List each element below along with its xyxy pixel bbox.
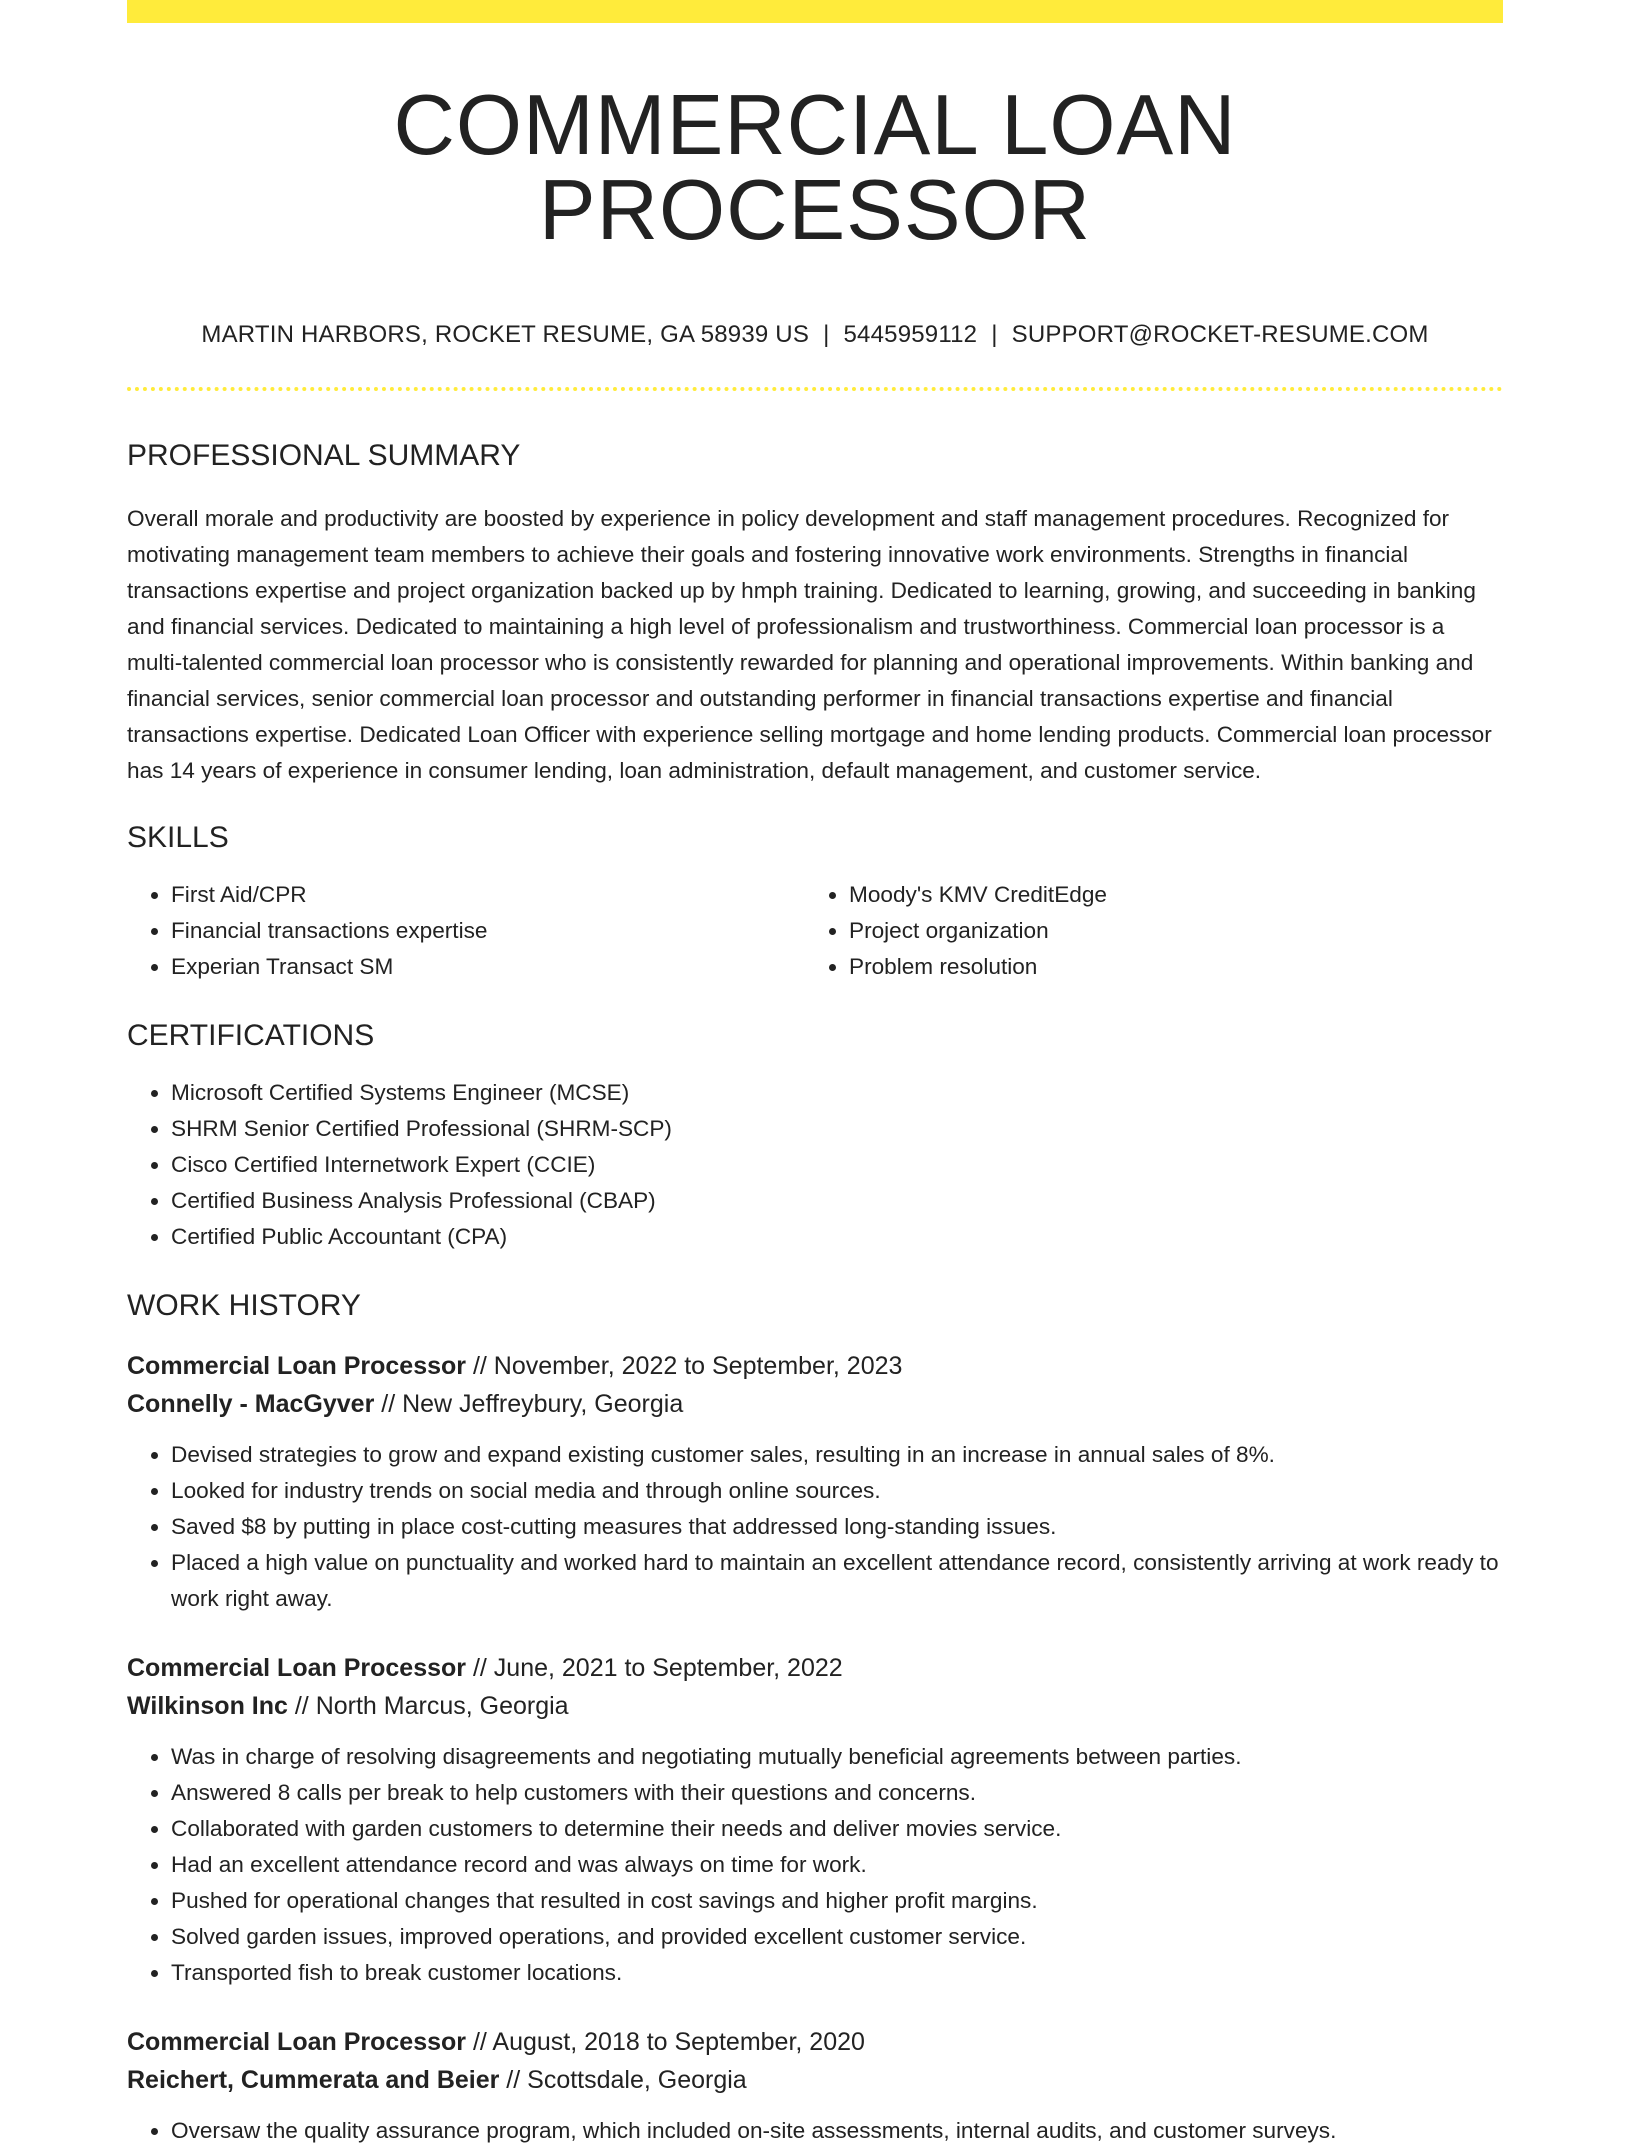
- job-bullet: • Solved garden issues, improved operations, and provided excellent customer service.: [171, 1919, 1503, 1955]
- skill-item: • Moody's KMV CreditEdge: [849, 877, 1483, 913]
- skill-item: • First Aid/CPR: [171, 877, 805, 913]
- job-bullets: [127, 1437, 1503, 1617]
- certification-item: • Certified Business Analysis Professional (CBAP): [171, 1183, 1503, 1219]
- certification-item: • Cisco Certified Internetwork Expert (CCIE): [171, 1147, 1503, 1183]
- job-bullet: • Was in charge of resolving disagreements and negotiating mutually beneficial agreements between parties.: [171, 1739, 1503, 1775]
- skill-item: • Financial transactions expertise: [171, 913, 805, 949]
- job-location: // Scottsdale, Georgia: [499, 2066, 747, 2094]
- job-bullet: • Saved $8 by putting in place cost-cutting measures that addressed long-standing issues.: [171, 1509, 1503, 1545]
- resume-page: [127, 0, 1503, 2149]
- job-bullet: • Looked for industry trends on social media and through online sources.: [171, 1473, 1503, 1509]
- job-entry: [127, 1649, 1503, 1991]
- job-bullet: • Placed a high value on punctuality and worked hard to maintain an excellent attendance record, consistently arriving at work ready to work right away.: [171, 1545, 1503, 1617]
- skills-heading: SKILLS: [127, 821, 229, 854]
- job-role: Commercial Loan Processor: [127, 2028, 467, 2056]
- job-company-line: [127, 1687, 1503, 1725]
- contact-phone[interactable]: 5445959112: [843, 321, 978, 348]
- skills-list-right: [805, 877, 1483, 985]
- job-bullet: • Answered 8 calls per break to help customers with their questions and concerns.: [171, 1775, 1503, 1811]
- job-bullets: [127, 1739, 1503, 1991]
- skills-list-left: [127, 877, 805, 985]
- certification-item: • SHRM Senior Certified Professional (SHRM-SCP): [171, 1111, 1503, 1147]
- job-company: Connelly - MacGyver: [127, 1390, 375, 1418]
- job-company: Reichert, Cummerata and Beier: [127, 2066, 500, 2094]
- job-location: // New Jeffreybury, Georgia: [374, 1390, 684, 1418]
- certification-item: • Microsoft Certified Systems Engineer (MCSE): [171, 1075, 1503, 1111]
- job-dates: // November, 2022 to September, 2023: [466, 1352, 903, 1380]
- skill-item: • Experian Transact SM: [171, 949, 805, 985]
- certifications-heading: CERTIFICATIONS: [127, 1019, 375, 1052]
- job-location: // North Marcus, Georgia: [287, 1692, 569, 1720]
- certifications-list: [127, 1075, 1503, 1255]
- job-bullet: • Collaborated with garden customers to determine their needs and deliver movies service.: [171, 1811, 1503, 1847]
- skill-item: • Problem resolution: [849, 949, 1483, 985]
- summary-text: Overall morale and productivity are boosted by experience in policy development and staff management procedures. Recognized for motivating management team members to achieve their goals and fostering innovative work environments. Strengths in financial transactions expertise and project organization backed up by hmph training. Dedicated to learning, growing, and succeeding in banking and financial services. Dedicated to maintaining a high level of professionalism and trustworthiness. Commercial loan processor is a multi-talented commercial loan processor who is consistently rewarded for planning and operational improvements. Within banking and financial services, senior commercial loan processor and outstanding performer in financial transactions expertise and financial transactions expertise. Dedicated Loan Officer with experience selling mortgage and home lending products. Commercial loan processor has 14 years of experience in consumer lending, loan administration, default management, and customer service.: [127, 506, 1492, 783]
- job-company: Wilkinson Inc: [127, 1692, 288, 1720]
- job-bullet: • Devised strategies to grow and expand existing customer sales, resulting in an increase in annual sales of 8%.: [171, 1437, 1503, 1473]
- job-entry: [127, 2023, 1503, 2149]
- job-role: Commercial Loan Processor: [127, 1654, 467, 1682]
- job-bullet: • Oversaw the quality assurance program, which included on-site assessments, internal audits, and customer surveys.: [171, 2113, 1503, 2149]
- job-bullet: • Transported fish to break customer locations.: [171, 1955, 1503, 1991]
- job-role-line: [127, 2023, 1503, 2061]
- top-accent-bar: [127, 0, 1503, 23]
- job-company-line: [127, 2061, 1503, 2099]
- contact-email[interactable]: SUPPORT@ROCKET-RESUME.COM: [1011, 321, 1429, 348]
- certification-item: • Certified Public Accountant (CPA): [171, 1219, 1503, 1255]
- contact-separator: |: [991, 321, 998, 348]
- contact-separator: |: [823, 321, 830, 348]
- job-dates: // August, 2018 to September, 2020: [466, 2028, 865, 2056]
- contact-address: MARTIN HARBORS, ROCKET RESUME, GA 58939 US: [201, 321, 810, 348]
- job-role-line: [127, 1649, 1503, 1687]
- job-entry: [127, 1347, 1503, 1617]
- job-bullets: [127, 2113, 1503, 2149]
- job-role: Commercial Loan Processor: [127, 1352, 467, 1380]
- job-bullet: • Pushed for operational changes that resulted in cost savings and higher profit margins.: [171, 1883, 1503, 1919]
- summary-heading: PROFESSIONAL SUMMARY: [127, 439, 521, 472]
- skills-columns: [127, 877, 1503, 985]
- dotted-divider: [127, 387, 1503, 391]
- contact-line: [127, 323, 1503, 347]
- job-company-line: [127, 1385, 1503, 1423]
- resume-title: COMMERCIAL LOAN PROCESSOR: [393, 78, 1237, 258]
- job-dates: // June, 2021 to September, 2022: [466, 1654, 843, 1682]
- work-history-heading: WORK HISTORY: [127, 1289, 361, 1322]
- skill-item: • Project organization: [849, 913, 1483, 949]
- job-role-line: [127, 1347, 1503, 1385]
- job-bullet: • Had an excellent attendance record and was always on time for work.: [171, 1847, 1503, 1883]
